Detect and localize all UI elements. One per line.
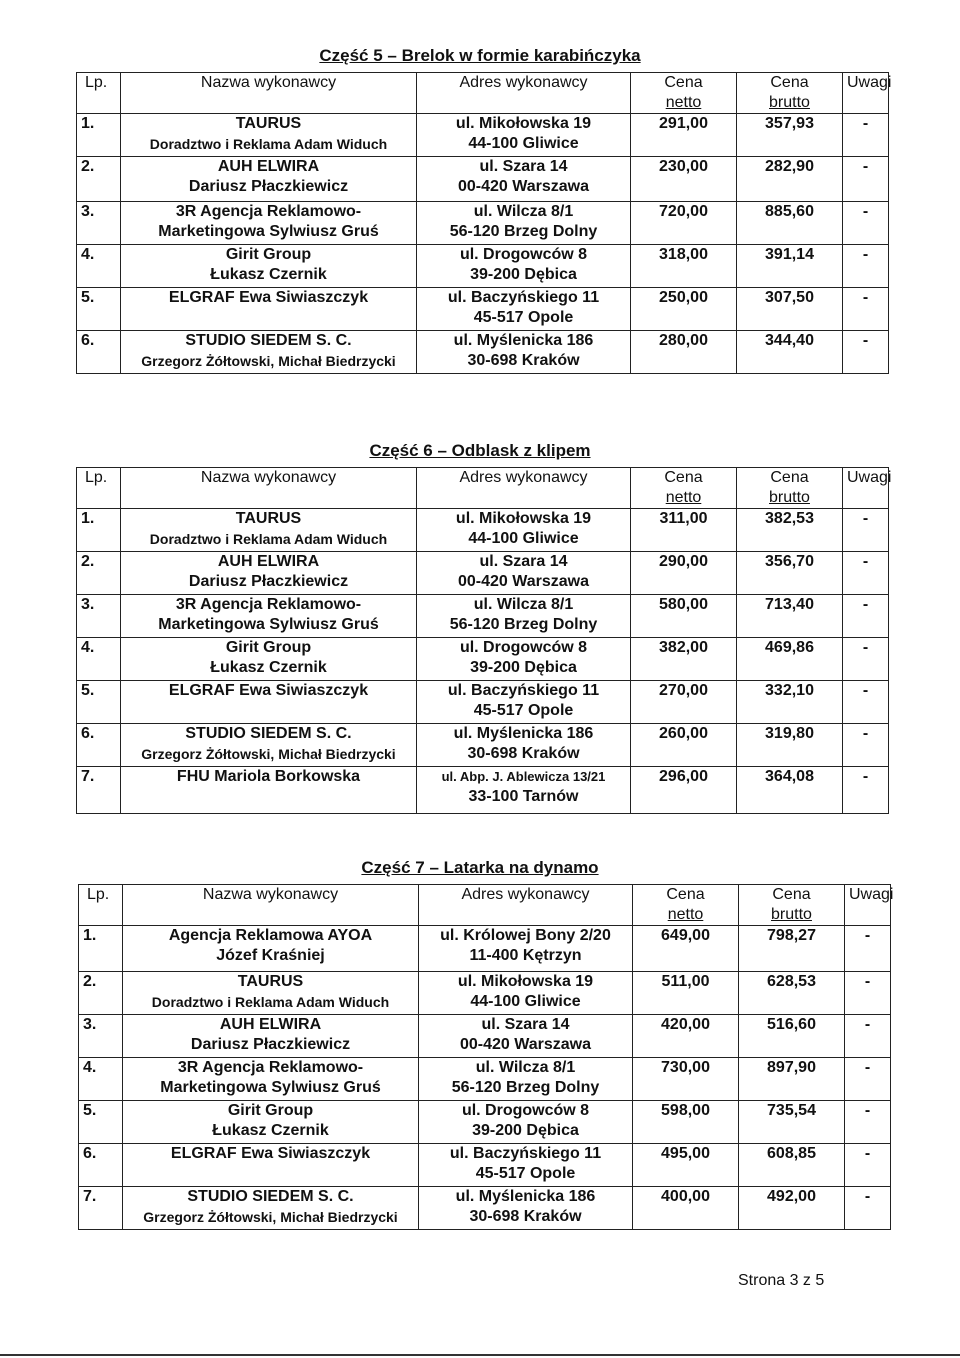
page-number: Strona 3 z 5	[738, 1272, 825, 1289]
price-netto: 382,00	[631, 638, 737, 681]
notes: -	[843, 681, 889, 724]
table-row	[77, 552, 889, 595]
table-row	[77, 638, 889, 681]
price-netto: 291,00	[631, 114, 737, 157]
address-city: 45-517 Opole	[475, 1165, 576, 1182]
bottom-rule	[0, 1354, 960, 1356]
price-brutto: 357,93	[737, 114, 843, 157]
notes: -	[843, 288, 889, 331]
contractor-name	[121, 552, 417, 595]
price-netto: 230,00	[631, 157, 737, 202]
notes: -	[845, 1144, 891, 1187]
contractor-name-line1: TAURUS	[237, 973, 304, 990]
table-row	[79, 1101, 891, 1144]
row-number: 5.	[77, 288, 121, 331]
price-netto: 318,00	[631, 245, 737, 288]
notes: -	[843, 114, 889, 157]
contractor-name	[121, 245, 417, 288]
bids-table-part-6	[76, 467, 892, 814]
address-city: 00-420 Warszawa	[457, 178, 590, 195]
contractor-address	[417, 288, 631, 331]
contractor-name-line1: Girit Group	[227, 1102, 314, 1119]
contractor-name	[123, 1187, 419, 1230]
col-name-header: Nazwa wykonawcy	[121, 73, 417, 114]
col-netto-header	[631, 73, 737, 114]
contractor-name-line1: 3R Agencja Reklamowo-	[175, 203, 362, 220]
contractor-address	[417, 331, 631, 374]
contractor-address	[417, 724, 631, 767]
contractor-name-line1: STUDIO SIEDEM S. C.	[187, 1188, 354, 1205]
row-number: 1.	[77, 114, 121, 157]
row-number: 3.	[77, 202, 121, 245]
contractor-name	[123, 926, 419, 972]
contractor-name-line1: Girit Group	[225, 639, 312, 656]
netto-label: Cena	[666, 886, 705, 903]
section-title: Część 5 – Brelok w formie karabińczyka	[319, 46, 641, 65]
price-netto: 511,00	[633, 972, 739, 1015]
row-number: 3.	[79, 1015, 123, 1058]
address-street: ul. Wilcza 8/1	[473, 203, 574, 220]
notes: -	[843, 638, 889, 681]
address-city: 39-200 Dębica	[470, 266, 577, 283]
address-street: ul. Myślenicka 186	[455, 1188, 596, 1205]
contractor-name-line1: Agencja Reklamowa AYOA	[168, 927, 373, 944]
contractor-address	[419, 1058, 633, 1101]
price-netto: 290,00	[631, 552, 737, 595]
row-number: 6.	[77, 331, 121, 374]
section-6	[0, 441, 960, 461]
contractor-name	[123, 1101, 419, 1144]
notes: -	[843, 331, 889, 374]
contractor-name-line2: Dariusz Płaczkiewicz	[190, 1036, 351, 1053]
contractor-name	[121, 202, 417, 245]
notes: -	[843, 595, 889, 638]
table-row	[79, 972, 891, 1015]
contractor-address	[419, 926, 633, 972]
address-street: ul. Drogowców 8	[459, 639, 588, 656]
contractor-name	[123, 1058, 419, 1101]
notes: -	[845, 1058, 891, 1101]
price-netto: 400,00	[633, 1187, 739, 1230]
address-street: ul. Baczyńskiego 11	[447, 682, 600, 699]
contractor-name	[121, 595, 417, 638]
table-row	[79, 1144, 891, 1187]
address-street: ul. Królowej Bony 2/20	[440, 927, 611, 944]
contractor-name-line1: 3R Agencja Reklamowo-	[175, 596, 362, 613]
address-city: 30-698 Kraków	[469, 1208, 582, 1225]
price-brutto: 492,00	[739, 1187, 845, 1230]
netto-sublabel: netto	[665, 489, 702, 506]
price-brutto: 469,86	[737, 638, 843, 681]
price-brutto: 382,53	[737, 509, 843, 552]
contractor-name	[121, 157, 417, 202]
table-row	[77, 509, 889, 552]
col-lp-header: Lp.	[77, 73, 121, 114]
contractor-address	[417, 552, 631, 595]
row-number: 6.	[79, 1144, 123, 1187]
price-brutto: 628,53	[739, 972, 845, 1015]
price-brutto: 713,40	[737, 595, 843, 638]
price-netto: 598,00	[633, 1101, 739, 1144]
contractor-name	[121, 509, 417, 552]
contractor-name	[121, 767, 417, 814]
price-brutto: 364,08	[737, 767, 843, 814]
contractor-name-line1: AUH ELWIRA	[219, 1016, 322, 1033]
row-number: 2.	[77, 157, 121, 202]
table-row	[77, 202, 889, 245]
section-7	[0, 858, 960, 878]
contractor-address	[419, 1187, 633, 1230]
price-brutto: 798,27	[739, 926, 845, 972]
contractor-address	[419, 1015, 633, 1058]
table-row	[79, 926, 891, 972]
address-city: 00-420 Warszawa	[459, 1036, 592, 1053]
col-notes-header: Uwagi	[843, 468, 889, 509]
contractor-name-line1: STUDIO SIEDEM S. C.	[185, 725, 352, 742]
notes: -	[843, 767, 889, 814]
table-row	[77, 288, 889, 331]
col-name-header: Nazwa wykonawcy	[123, 885, 419, 926]
address-city: 39-200 Dębica	[470, 659, 577, 676]
address-street: ul. Baczyńskiego 11	[449, 1145, 602, 1162]
row-number: 2.	[79, 972, 123, 1015]
address-street: ul. Mikołowska 19	[457, 973, 594, 990]
price-brutto: 516,60	[739, 1015, 845, 1058]
row-number: 3.	[77, 595, 121, 638]
price-brutto: 885,60	[737, 202, 843, 245]
header-row	[79, 885, 891, 926]
price-brutto: 391,14	[737, 245, 843, 288]
contractor-name	[121, 331, 417, 374]
table-row	[79, 1187, 891, 1230]
col-notes-header: Uwagi	[843, 73, 889, 114]
contractor-name-line2: Łukasz Czernik	[210, 266, 327, 283]
col-lp-header: Lp.	[79, 885, 123, 926]
row-number: 5.	[77, 681, 121, 724]
contractor-name	[121, 681, 417, 724]
table-row	[77, 331, 889, 374]
notes: -	[843, 509, 889, 552]
price-netto: 260,00	[631, 724, 737, 767]
price-brutto: 319,80	[737, 724, 843, 767]
contractor-address	[417, 767, 631, 814]
price-brutto: 356,70	[737, 552, 843, 595]
contractor-name-line2: Łukasz Czernik	[212, 1122, 329, 1139]
price-netto: 730,00	[633, 1058, 739, 1101]
contractor-name-line1: STUDIO SIEDEM S. C.	[185, 332, 352, 349]
contractor-name	[121, 724, 417, 767]
contractor-name-line2: Doradztwo i Reklama Adam Widuch	[151, 994, 390, 1010]
contractor-address	[417, 638, 631, 681]
col-brutto-header	[737, 73, 843, 114]
table-row	[77, 245, 889, 288]
contractor-name-line2: Grzegorz Żółtowski, Michał Biedrzycki	[141, 353, 396, 369]
contractor-name-line1: ELGRAF Ewa Siwiaszczyk	[170, 1145, 371, 1162]
col-address-header: Adres wykonawcy	[417, 73, 631, 114]
notes: -	[843, 202, 889, 245]
notes: -	[843, 552, 889, 595]
section-title: Część 6 – Odblask z klipem	[369, 441, 591, 460]
contractor-address	[417, 202, 631, 245]
address-city: 30-698 Kraków	[467, 745, 580, 762]
address-street: ul. Szara 14	[479, 158, 568, 175]
contractor-name-line1: Girit Group	[225, 246, 312, 263]
price-netto: 296,00	[631, 767, 737, 814]
row-number: 5.	[79, 1101, 123, 1144]
price-netto: 311,00	[631, 509, 737, 552]
contractor-name-line2: Doradztwo i Reklama Adam Widuch	[149, 136, 388, 152]
contractor-address	[419, 972, 633, 1015]
address-street: ul. Baczyńskiego 11	[447, 289, 600, 306]
row-number: 4.	[79, 1058, 123, 1101]
address-city: 11-400 Kętrzyn	[469, 947, 582, 964]
table-row	[77, 681, 889, 724]
contractor-name-line1: 3R Agencja Reklamowo-	[177, 1059, 364, 1076]
notes: -	[845, 1187, 891, 1230]
contractor-address	[419, 1101, 633, 1144]
table-row	[77, 595, 889, 638]
contractor-name-line1: TAURUS	[235, 115, 302, 132]
price-brutto: 307,50	[737, 288, 843, 331]
contractor-name-line1: ELGRAF Ewa Siwiaszczyk	[168, 682, 369, 699]
address-street: ul. Drogowców 8	[461, 1102, 590, 1119]
contractor-name	[123, 1015, 419, 1058]
row-number: 4.	[77, 245, 121, 288]
table-row	[79, 1058, 891, 1101]
contractor-address	[417, 114, 631, 157]
brutto-label: Cena	[770, 469, 809, 486]
address-city: 56-120 Brzeg Dolny	[449, 616, 598, 633]
contractor-name-line1: TAURUS	[235, 510, 302, 527]
contractor-address	[417, 681, 631, 724]
section-5	[0, 46, 960, 66]
address-city: 44-100 Gliwice	[470, 993, 581, 1010]
col-netto-header	[633, 885, 739, 926]
contractor-address	[417, 509, 631, 552]
address-city: 45-517 Opole	[473, 309, 574, 326]
contractor-name-line2: Marketingowa Sylwiusz Gruś	[158, 223, 379, 240]
price-brutto: 897,90	[739, 1058, 845, 1101]
brutto-sublabel: brutto	[769, 94, 810, 111]
contractor-name-line2: Grzegorz Żółtowski, Michał Biedrzycki	[143, 1209, 398, 1225]
address-city: 45-517 Opole	[473, 702, 574, 719]
contractor-name-line2: Doradztwo i Reklama Adam Widuch	[149, 531, 388, 547]
contractor-name-line2: Józef Kraśniej	[216, 947, 325, 964]
address-street: ul. Mikołowska 19	[455, 115, 592, 132]
col-notes-header: Uwagi	[845, 885, 891, 926]
price-netto: 580,00	[631, 595, 737, 638]
table-row	[77, 767, 889, 814]
netto-sublabel: netto	[667, 906, 704, 923]
notes: -	[845, 972, 891, 1015]
contractor-name	[121, 114, 417, 157]
row-number: 1.	[79, 926, 123, 972]
price-netto: 280,00	[631, 331, 737, 374]
address-street: ul. Myślenicka 186	[453, 725, 594, 742]
brutto-sublabel: brutto	[769, 489, 810, 506]
notes: -	[845, 1101, 891, 1144]
contractor-name-line2: Marketingowa Sylwiusz Gruś	[160, 1079, 381, 1096]
address-city: 44-100 Gliwice	[468, 135, 579, 152]
section-title: Część 7 – Latarka na dynamo	[361, 858, 599, 877]
row-number: 1.	[77, 509, 121, 552]
contractor-name-line2: Dariusz Płaczkiewicz	[188, 178, 349, 195]
address-street: ul. Mikołowska 19	[455, 510, 592, 527]
col-brutto-header	[739, 885, 845, 926]
price-brutto: 282,90	[737, 157, 843, 202]
contractor-name	[121, 638, 417, 681]
contractor-name-line1: AUH ELWIRA	[217, 158, 320, 175]
netto-label: Cena	[664, 469, 703, 486]
header-row	[77, 73, 889, 114]
address-street: ul. Drogowców 8	[459, 246, 588, 263]
col-lp-header: Lp.	[77, 468, 121, 509]
contractor-name	[123, 1144, 419, 1187]
address-city: 30-698 Kraków	[467, 352, 580, 369]
row-number: 7.	[77, 767, 121, 814]
bids-table-part-5	[76, 72, 892, 374]
contractor-name-line1: FHU Mariola Borkowska	[176, 768, 361, 785]
col-address-header: Adres wykonawcy	[419, 885, 633, 926]
brutto-sublabel: brutto	[771, 906, 812, 923]
contractor-address	[417, 157, 631, 202]
contractor-name-line2: Grzegorz Żółtowski, Michał Biedrzycki	[141, 746, 396, 762]
address-city: 00-420 Warszawa	[457, 573, 590, 590]
address-street: ul. Wilcza 8/1	[475, 1059, 576, 1076]
price-netto: 270,00	[631, 681, 737, 724]
netto-sublabel: netto	[665, 94, 702, 111]
address-city: 44-100 Gliwice	[468, 530, 579, 547]
netto-label: Cena	[664, 74, 703, 91]
col-netto-header	[631, 468, 737, 509]
price-netto: 250,00	[631, 288, 737, 331]
notes: -	[845, 926, 891, 972]
price-netto: 420,00	[633, 1015, 739, 1058]
brutto-label: Cena	[770, 74, 809, 91]
table-row	[77, 157, 889, 202]
table-row	[79, 1015, 891, 1058]
contractor-name	[121, 288, 417, 331]
contractor-name-line2: Dariusz Płaczkiewicz	[188, 573, 349, 590]
address-city: 33-100 Tarnów	[468, 788, 579, 805]
address-street: ul. Szara 14	[481, 1016, 570, 1033]
row-number: 2.	[77, 552, 121, 595]
address-street: ul. Wilcza 8/1	[473, 596, 574, 613]
address-street: ul. Myślenicka 186	[453, 332, 594, 349]
address-city: 56-120 Brzeg Dolny	[451, 1079, 600, 1096]
col-address-header: Adres wykonawcy	[417, 468, 631, 509]
address-city: 39-200 Dębica	[472, 1122, 579, 1139]
notes: -	[843, 157, 889, 202]
contractor-address	[417, 245, 631, 288]
contractor-name	[123, 972, 419, 1015]
price-netto: 720,00	[631, 202, 737, 245]
col-name-header: Nazwa wykonawcy	[121, 468, 417, 509]
contractor-address	[417, 595, 631, 638]
row-number: 4.	[77, 638, 121, 681]
price-netto: 495,00	[633, 1144, 739, 1187]
brutto-label: Cena	[772, 886, 811, 903]
header-row	[77, 468, 889, 509]
row-number: 6.	[77, 724, 121, 767]
price-brutto: 735,54	[739, 1101, 845, 1144]
contractor-name-line1: AUH ELWIRA	[217, 553, 320, 570]
table-row	[77, 114, 889, 157]
contractor-name-line2: Marketingowa Sylwiusz Gruś	[158, 616, 379, 633]
price-brutto: 608,85	[739, 1144, 845, 1187]
contractor-address	[419, 1144, 633, 1187]
address-city: 56-120 Brzeg Dolny	[449, 223, 598, 240]
price-brutto: 332,10	[737, 681, 843, 724]
address-street: ul. Szara 14	[479, 553, 568, 570]
contractor-name-line2: Łukasz Czernik	[210, 659, 327, 676]
notes: -	[843, 724, 889, 767]
price-brutto: 344,40	[737, 331, 843, 374]
col-brutto-header	[737, 468, 843, 509]
notes: -	[845, 1015, 891, 1058]
table-row	[77, 724, 889, 767]
bids-table-part-7	[78, 884, 894, 1230]
price-netto: 649,00	[633, 926, 739, 972]
notes: -	[843, 245, 889, 288]
row-number: 7.	[79, 1187, 123, 1230]
address-street: ul. Abp. J. Ablewicza 13/21	[441, 769, 606, 784]
contractor-name-line1: ELGRAF Ewa Siwiaszczyk	[168, 289, 369, 306]
